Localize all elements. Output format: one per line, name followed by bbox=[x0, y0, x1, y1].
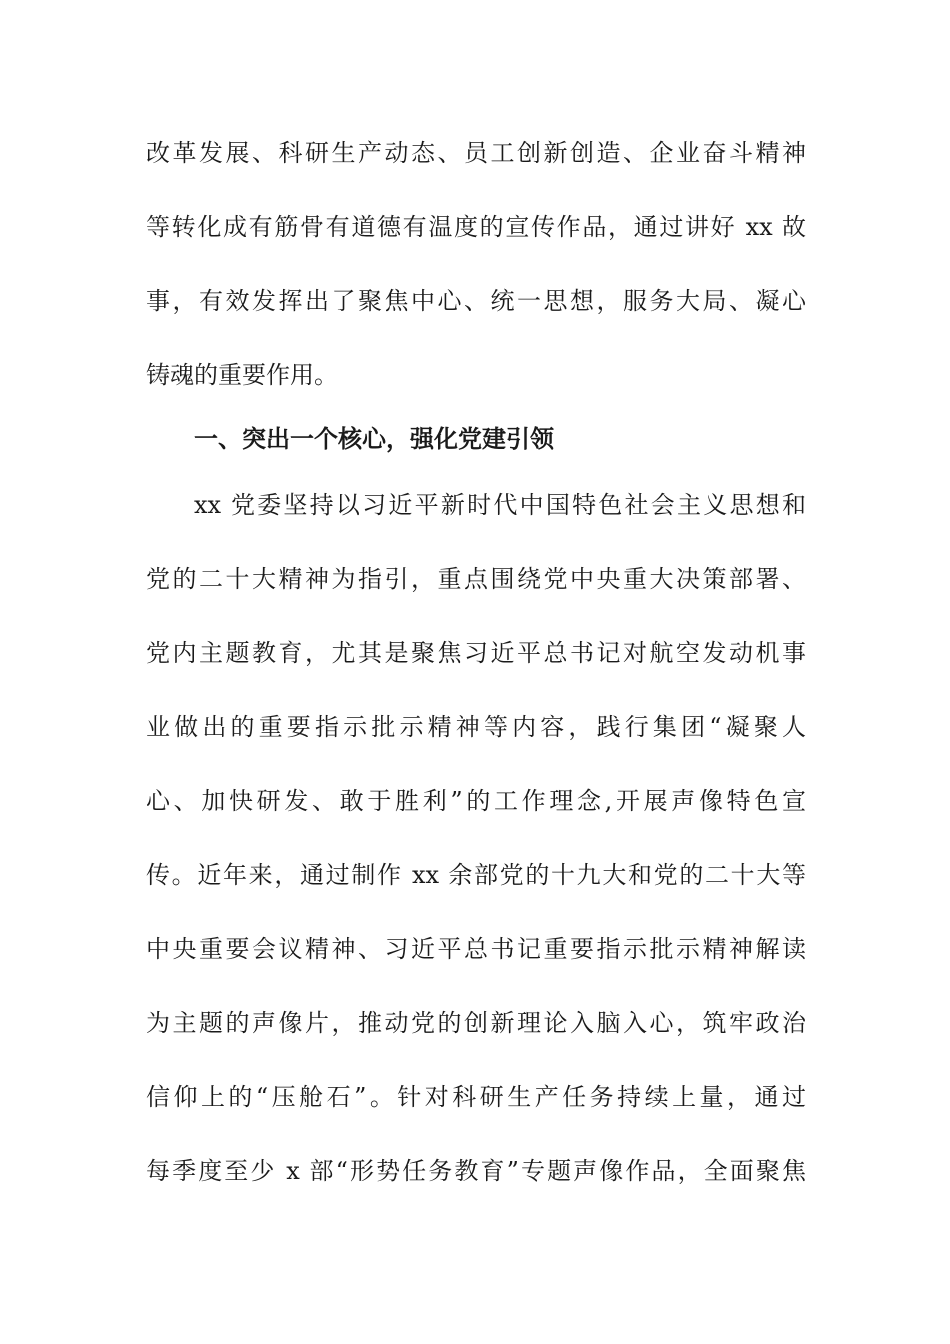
paragraph-1-line-4: 铸魂的重要作用。 bbox=[146, 361, 338, 389]
paragraph-2-line-3: 党内主题教育，尤其是聚焦习近平总书记对航空发动机事 bbox=[146, 639, 806, 667]
paragraph-1-line-2: 等转化成有筋骨有道德有温度的宣传作品，通过讲好 xx 故 bbox=[146, 213, 806, 241]
paragraph-2-line-5: 心、加快研发、敢于胜利”的工作理念,开展声像特色宣 bbox=[146, 787, 806, 815]
paragraph-2-line-2: 党的二十大精神为指引，重点围绕党中央重大决策部署、 bbox=[146, 565, 806, 593]
paragraph-1-line-1: 改革发展、科研生产动态、员工创新创造、企业奋斗精神 bbox=[146, 139, 806, 167]
paragraph-2-line-6: 传。近年来，通过制作 xx 余部党的十九大和党的二十大等 bbox=[146, 861, 806, 889]
paragraph-2-line-7: 中央重要会议精神、习近平总书记重要指示批示精神解读 bbox=[146, 935, 806, 963]
paragraph-2-line-4: 业做出的重要指示批示精神等内容，践行集团“凝聚人 bbox=[146, 713, 806, 741]
paragraph-1-line-3: 事，有效发挥出了聚焦中心、统一思想，服务大局、凝心 bbox=[146, 287, 806, 315]
section-heading-1: 一、突出一个核心，强化党建引领 bbox=[194, 425, 554, 453]
paragraph-2-line-8: 为主题的声像片，推动党的创新理论入脑入心，筑牢政治 bbox=[146, 1009, 806, 1037]
paragraph-2-line-10: 每季度至少 x 部“形势任务教育”专题声像作品，全面聚焦 bbox=[146, 1157, 806, 1185]
paragraph-2-line-1: xx 党委坚持以习近平新时代中国特色社会主义思想和 bbox=[194, 491, 806, 519]
paragraph-2-line-9: 信仰上的“压舱石”。针对科研生产任务持续上量，通过 bbox=[146, 1083, 806, 1111]
